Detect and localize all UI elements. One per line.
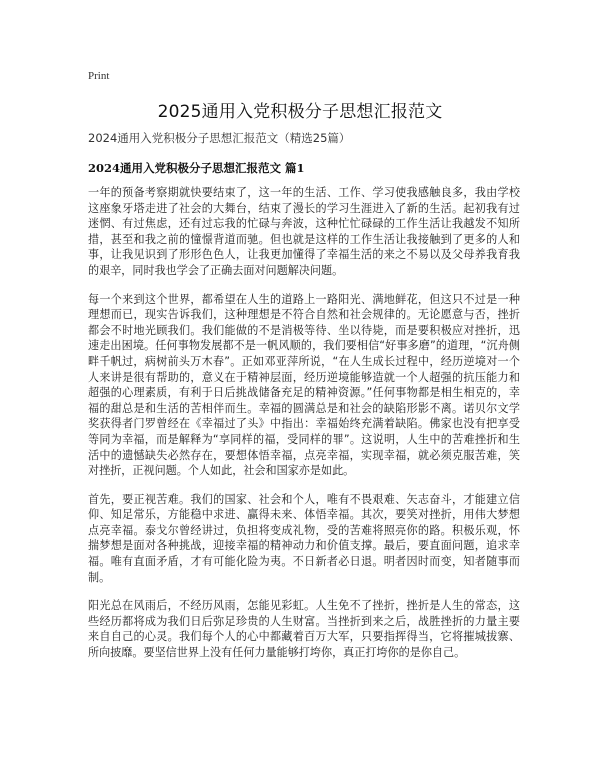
paragraph: 一年的预备考察期就快要结束了，这一年的生活、工作、学习使我感触良多，我由学校这座象牙塔走进了社会的大舞台，结束了漫长的学习生涯进入了新的生活。起初我有过迷惘、有过焦虑，还有过忘我的忙碌与奔波，这种忙忙碌碌的工作生活让我越发不知所措，甚至和我之前的憧憬背道而驰。但也就是这样的工作生活让我接触到了更多的人和事，让我见识到了形形色色人，让我更加懂得了幸福生活的来之不易以及父母养我育我的艰辛，同时我也学会了正确去面对问题解决问题。 (88, 186, 520, 277)
paragraph: 首先，要正视苦难。我们的国家、社会和个人，唯有不畏艰难、矢志奋斗，才能建立信仰、知足常乐，方能稳中求进、赢得未来、体悟幸福。其次，要笑对挫折，用伟大梦想点亮幸福。泰戈尔曾经讲过，负担将变成礼物，受的苦难将照亮你的路。积极乐观，怀揣梦想是面对各种挑战，迎接幸福的精神动力和价值支撑。最后，要直面问题，追求幸福。唯有直面矛盾，才有可能化险为夷。不日新者必日退。明者因时而变，知者随事而制。 (88, 492, 520, 584)
section-heading: 2024通用入党积极分子思想汇报范文 篇1 (88, 161, 305, 175)
document-subtitle: 2024通用入党积极分子思想汇报范文（精选25篇） (88, 131, 351, 145)
document-body (88, 185, 520, 674)
paragraph: 每一个来到这个世界，都希望在人生的道路上一路阳光、满地鲜花，但这只不过是一种理想而已，现实告诉我们，这种理想是不符合自然和社会规律的。无论愿意与否，挫折都会不时地光顾我们。我们能做的不是消极等待、坐以待毙，而是要积极应对挫折，迅速走出困境。任何事物发展都不是一帆风顺的，我们要相信“好事多磨”的道理，“沉舟侧畔千帆过，病树前头万木春”。正如邓亚萍所说，“在人生成长过程中，经历逆境对一个人来讲是很有帮助的，意义在于精神层面，经历逆境能够造就一个人超强的抗压能力和超强的心理素质，有利于日后挑战储备充足的精神资源。”任何事物都是相生相克的，幸福的甜总是和生活的苦相伴而生。幸福的圆满总是和社会的缺陷形影不离。诺贝尔文学奖获得者门罗曾经在《幸福过了头》中指出：幸福始终充满着缺陷。佛家也没有把享受等同为幸福，而是解释为“享同样的福，受同样的罪”。这说明，人生中的苦难挫折和生活中的遗憾缺失必然存在，要想体悟幸福，点亮幸福，实现幸福，就必须克服苦难，笑对挫折，正视问题。个人如此，社会和国家亦是如此。 (88, 292, 520, 478)
paragraph: 阳光总在风雨后，不经历风雨，怎能见彩虹。人生免不了挫折，挫折是人生的常态，这些经历都将成为我们日后弥足珍贵的人生财富。当挫折到来之后，战胜挫折的力量主要来自自己的心灵。我们每个人的心中都藏着百万大军，只要指挥得当，它将摧城拔寨、所向披靡。要坚信世界上没有任何力量能够打垮你，真正打垮你的是你自己。 (88, 599, 520, 660)
print-link[interactable]: Print (88, 70, 110, 82)
page-title: 2025通用入党积极分子思想汇报范文 (157, 102, 443, 122)
